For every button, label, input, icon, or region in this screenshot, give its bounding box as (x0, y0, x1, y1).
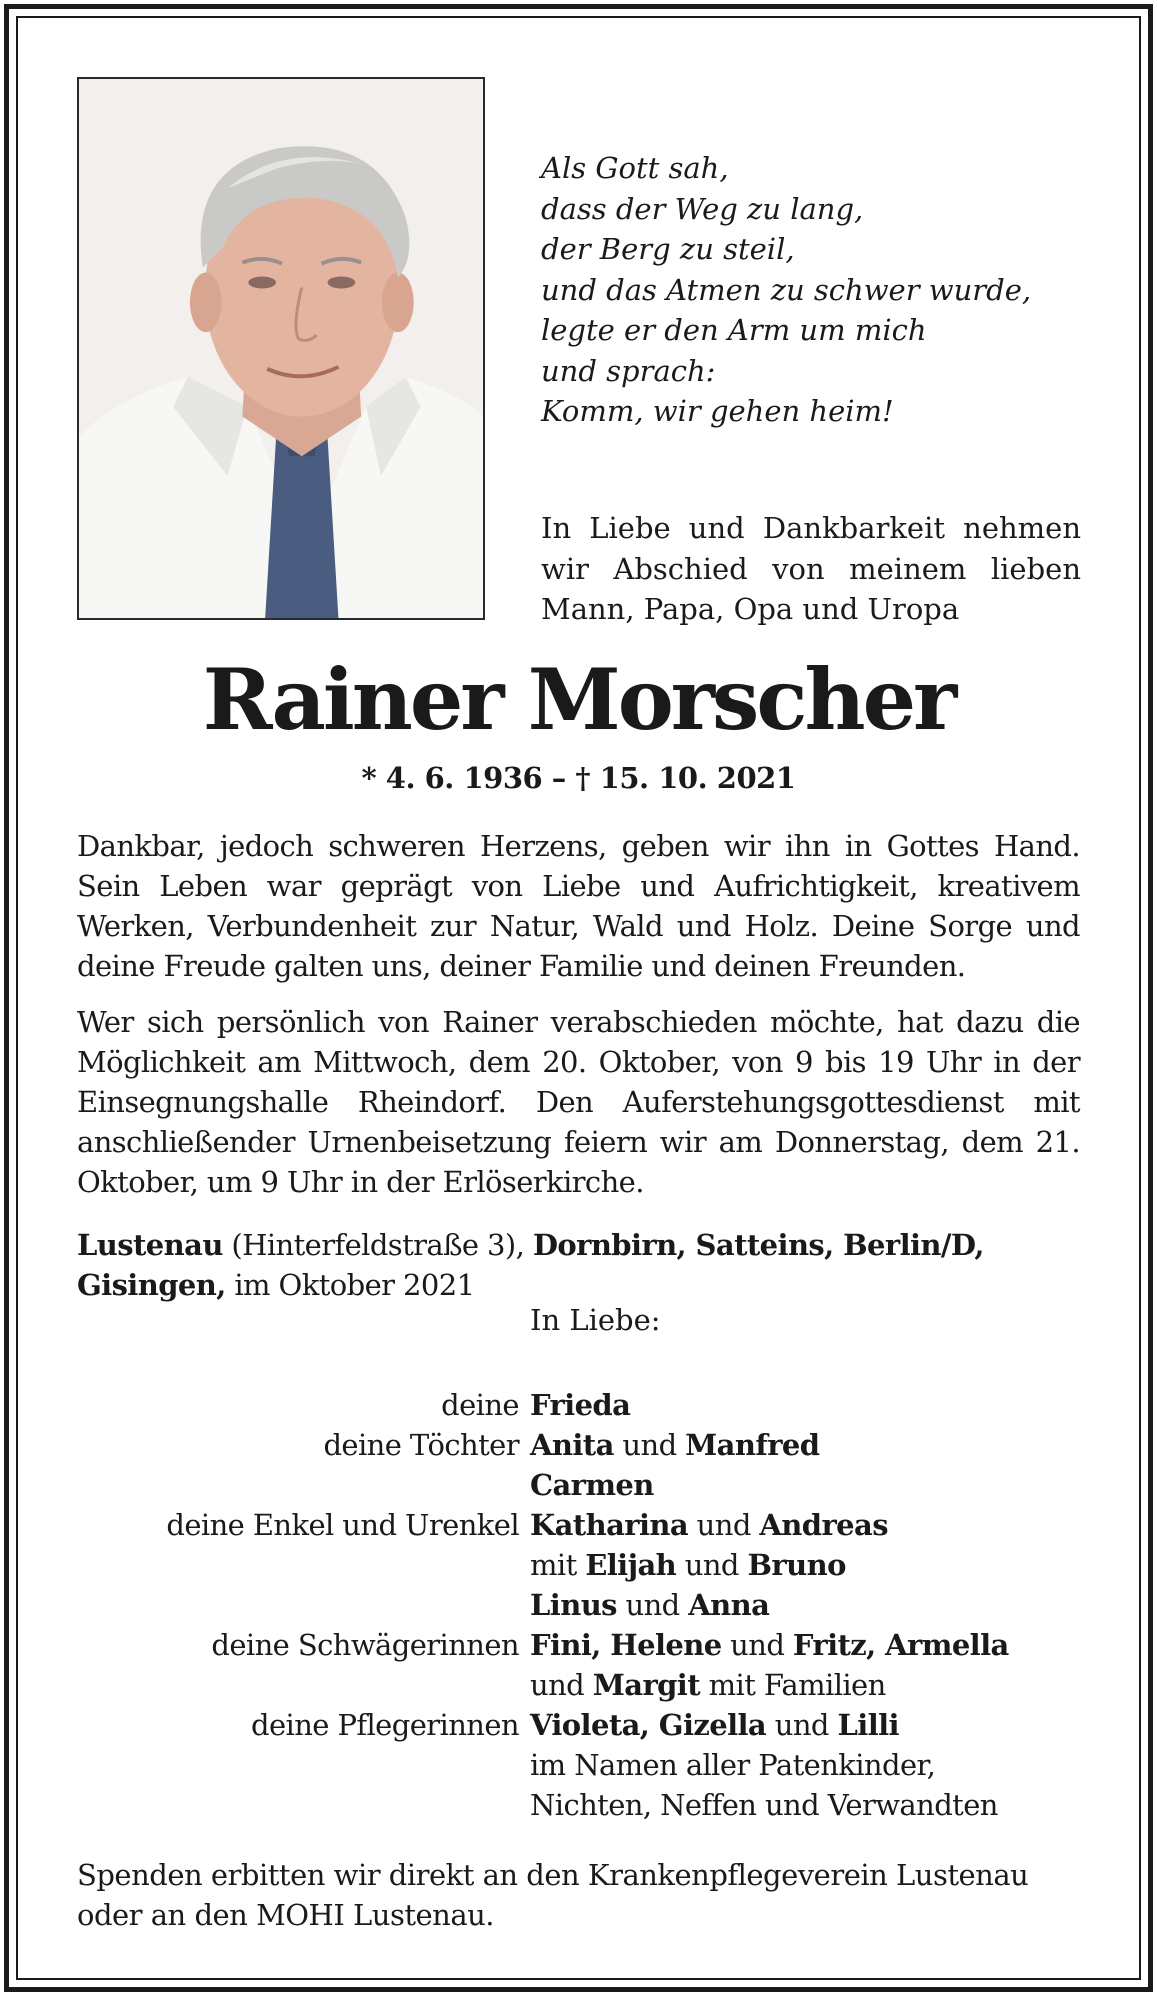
connector-text: und (616, 1588, 689, 1622)
connector-text: und (688, 1508, 760, 1542)
connector-text: mit Familien (700, 1668, 886, 1702)
poem-line: Komm, wir gehen heim! (541, 394, 894, 428)
family-row (0, 1625, 1157, 1665)
farewell-intro: In Liebe und Dankbarkeit nehmen wir Abschied von meinem lieben Mann, Papa, Opa und Uropa (541, 511, 1081, 626)
relation-label: deine Pflegerinnen (251, 1708, 519, 1742)
connector-text: und (613, 1428, 686, 1462)
family-name: Lilli (837, 1708, 899, 1742)
family-names (530, 1505, 888, 1545)
family-names (530, 1705, 899, 1745)
location-date: im Oktober 2021 (225, 1268, 475, 1302)
life-dates: * 4. 6. 1936 – † 15. 10. 2021 (361, 761, 796, 795)
family-row (0, 1665, 1157, 1705)
poem-line: legte er den Arm um mich (541, 313, 927, 347)
family-names (530, 1745, 935, 1785)
relation-label: deine Töchter (323, 1428, 519, 1462)
connector-text: mit (530, 1548, 586, 1582)
connector-text: und (530, 1668, 593, 1702)
family-row (0, 1745, 1157, 1785)
family-name: Violeta, Gizella (530, 1708, 767, 1742)
relation-label: deine Enkel und Urenkel (166, 1508, 519, 1542)
location-places: Dornbirn, Satteins, Berlin/D, Gisingen, (77, 1228, 984, 1302)
family-name: Fritz, Armella (792, 1628, 1009, 1662)
location-line (77, 1225, 1080, 1305)
family-name: Katharina (530, 1508, 689, 1542)
poem-line: und sprach: (541, 353, 716, 388)
funeral-details-paragraph: Wer sich persönlich von Rainer verabschieden möchte, hat dazu die Möglichkeit am Mittwoch, dem 20. Oktober, von 9 bis 19 Uhr in der Einsegnungshalle Rheindorf. Den Auferstehungsgottesdienst mit anschließender Urnenbeisetzung feiern wir am Donnerstag, dem 21. Oktober, um 9 Uhr in der Erlöserkirche. (77, 1005, 1080, 1199)
poem-line: der Berg zu steil, (541, 232, 795, 266)
family-names (530, 1785, 998, 1825)
deceased-name: Rainer Morscher (202, 650, 955, 749)
family-name: Manfred (685, 1428, 820, 1462)
family-names (530, 1385, 630, 1425)
family-row (0, 1465, 1157, 1505)
in-love-heading: In Liebe: (530, 1303, 661, 1337)
family-name: Anna (688, 1588, 770, 1622)
poem (541, 148, 1101, 432)
donations-note: Spenden erbitten wir direkt an den Krankenpflegeverein Lustenau oder an den MOHI Lustenau. (77, 1858, 1029, 1932)
family-names (530, 1545, 846, 1585)
family-name: Margit (592, 1668, 701, 1702)
family-name: Fini, Helene (530, 1628, 722, 1662)
family-names (530, 1625, 1009, 1665)
connector-text: und (676, 1548, 748, 1582)
connector-text: im Namen aller Patenkinder, (530, 1748, 936, 1782)
family-row (0, 1785, 1157, 1825)
family-names (530, 1585, 769, 1625)
family-row (0, 1505, 1157, 1545)
relation-label: deine (441, 1388, 519, 1422)
family-row (0, 1585, 1157, 1625)
family-names (530, 1465, 654, 1505)
family-names (530, 1665, 886, 1705)
relation-label: deine Schwägerinnen (211, 1628, 519, 1662)
connector-text: Nichten, Neffen und Verwandten (530, 1788, 998, 1822)
poem-line: dass der Weg zu lang, (541, 191, 864, 226)
poem-line: und das Atmen zu schwer wurde, (541, 272, 1032, 307)
family-name: Elijah (585, 1548, 677, 1582)
family-names (530, 1425, 819, 1465)
family-name: Linus (530, 1588, 617, 1622)
family-name: Bruno (747, 1548, 846, 1582)
family-name: Anita (530, 1428, 614, 1462)
family-row (0, 1545, 1157, 1585)
family-list (0, 1385, 1157, 1825)
family-row (0, 1705, 1157, 1745)
tribute-paragraph: Dankbar, jedoch schweren Herzens, geben wir ihn in Gottes Hand. Sein Leben war geprägt von Liebe und Aufrichtigkeit, kreativem Werken, Verbundenheit zur Natur, Wald und Holz. Deine Sorge und deine Freude galten uns, deiner Familie und deinen Freunden. (77, 829, 1080, 983)
family-row (0, 1385, 1157, 1425)
family-row (0, 1425, 1157, 1465)
location-place: Lustenau (77, 1228, 223, 1262)
connector-text: und (766, 1708, 838, 1742)
poem-line: Als Gott sah, (541, 151, 729, 185)
location-address: (Hinterfeldstraße 3), (222, 1228, 533, 1262)
portrait-photo (77, 77, 485, 620)
connector-text: und (721, 1628, 793, 1662)
family-name: Frieda (530, 1388, 631, 1422)
family-name: Carmen (530, 1468, 654, 1502)
family-name: Andreas (759, 1508, 888, 1542)
